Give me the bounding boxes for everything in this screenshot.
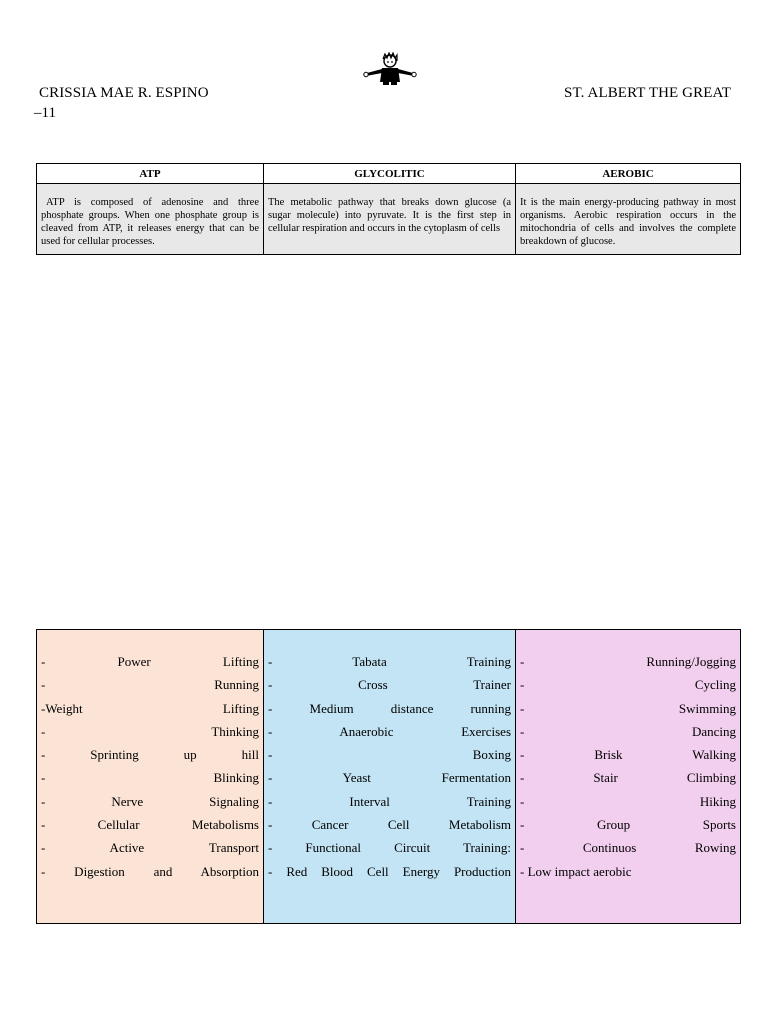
aerobic-examples-column [516, 630, 741, 924]
examples-row [37, 630, 741, 924]
list-item: - Hiking [520, 793, 736, 809]
list-item: - Cross Trainer [268, 677, 511, 693]
list-item: - Digestion and Absorption [41, 863, 259, 879]
list-item: - Anaerobic Exercises [268, 723, 511, 739]
list-item: - Sprinting up hill [41, 747, 259, 763]
list-item: - Stair Climbing [520, 770, 736, 786]
header-atp: ATP [37, 164, 264, 184]
list-item: - Running [41, 677, 259, 693]
list-item: - Active Transport [41, 840, 259, 856]
header-aerobic: AEROBIC [516, 164, 741, 184]
list-item: - Cycling [520, 677, 736, 693]
list-item: - Cellular Metabolisms [41, 817, 259, 833]
list-item: - Power Lifting [41, 654, 259, 669]
section-number: –11 [34, 105, 56, 121]
definitions-header-row [37, 164, 741, 184]
cartoon-figure-icon [362, 52, 418, 86]
atp-definition: ATP is composed of adenosine and three phosphate groups. When one phosphate group is cleaved from ATP, it releases energy that can be used for cellular processes. [37, 184, 264, 255]
list-item: - Running/Jogging [520, 654, 736, 669]
examples-table [36, 629, 741, 924]
list-item: - Group Sports [520, 817, 736, 833]
list-item: - Tabata Training [268, 654, 511, 669]
glycolitic-definition: The metabolic pathway that breaks down glucose (a sugar molecule) into pyruvate. It is the first step in cellular respiration and occurs in the cytoplasm of cells [264, 184, 516, 255]
list-item: - Brisk Walking [520, 747, 736, 763]
glycolitic-examples-column [264, 630, 516, 924]
aerobic-definition: It is the main energy-producing pathway in most organisms. Aerobic respiration occurs in the mitochondria of cells and involves the complete breakdown of glucose. [516, 184, 741, 255]
atp-examples-column [37, 630, 264, 924]
list-item: - Interval Training [268, 793, 511, 809]
list-item: - Dancing [520, 723, 736, 739]
list-item: - Blinking [41, 770, 259, 786]
student-name: CRISSIA MAE R. ESPINO [39, 85, 209, 101]
list-item: - Cancer Cell Metabolism [268, 817, 511, 833]
list-item: - Boxing [268, 747, 511, 763]
list-item: - Nerve Signaling [41, 793, 259, 809]
list-item: - Thinking [41, 723, 259, 739]
list-item: -Weight Lifting [41, 700, 259, 716]
list-item: - Medium distance running [268, 700, 511, 716]
list-item: - Red Blood Cell Energy Production [268, 863, 511, 879]
list-item: - Continuos Rowing [520, 840, 736, 856]
list-item: - Low impact aerobic [520, 863, 632, 879]
list-item: - Yeast Fermentation [268, 770, 511, 786]
school-name: ST. ALBERT THE GREAT [564, 85, 731, 101]
definitions-body-row [37, 184, 741, 255]
list-item: - Swimming [520, 700, 736, 716]
definitions-table [36, 163, 741, 255]
list-item: - Functional Circuit Training: [268, 840, 511, 856]
header-glycolitic: GLYCOLITIC [264, 164, 516, 184]
